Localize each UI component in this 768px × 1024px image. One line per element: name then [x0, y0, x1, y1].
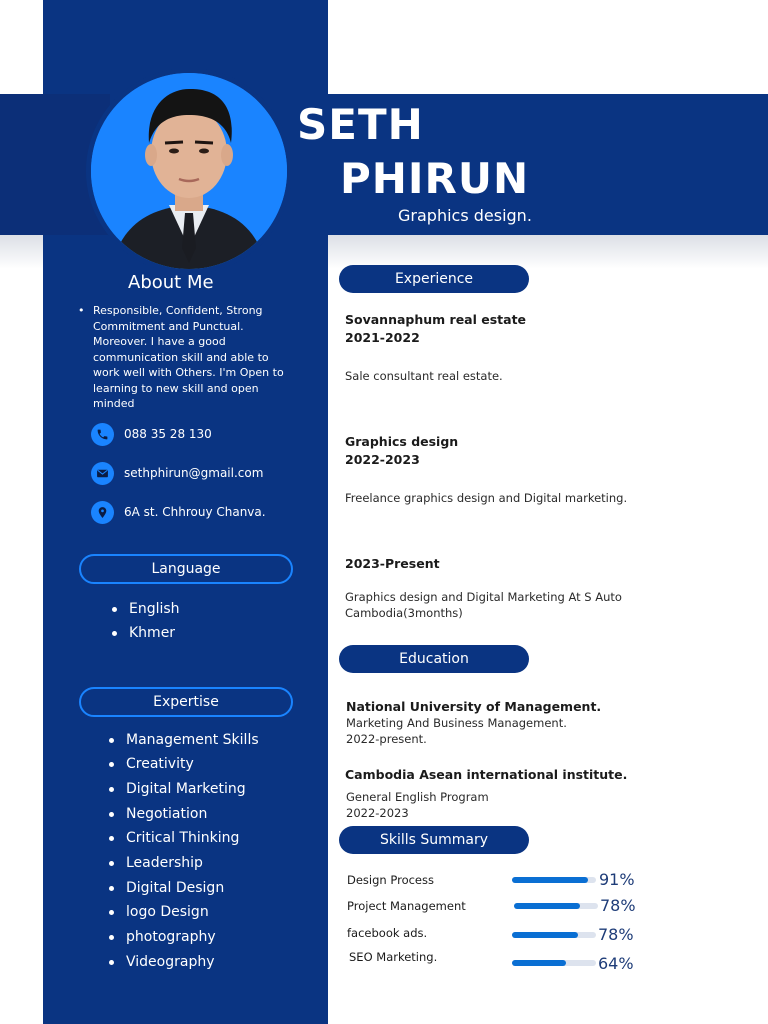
- expertise-name: Digital Marketing: [126, 781, 246, 797]
- skills-heading: Skills Summary: [339, 826, 529, 854]
- mail-icon: [91, 462, 114, 485]
- bullet: [109, 787, 114, 792]
- expertise-name: Management Skills: [126, 732, 259, 748]
- list-item: [109, 756, 194, 772]
- experience-period: 2022-2023: [345, 452, 420, 467]
- list-item: [109, 880, 224, 896]
- language-name: Khmer: [129, 625, 176, 641]
- experience-period: 2021-2022: [345, 330, 420, 345]
- skill-percent: 64%: [598, 954, 634, 973]
- about-text: [78, 303, 293, 412]
- expertise-name: photography: [126, 929, 216, 945]
- education-program: Marketing And Business Management.: [346, 716, 567, 730]
- bullet: [109, 935, 114, 940]
- job-title: Graphics design.: [398, 206, 532, 225]
- expertise-name: Digital Design: [126, 880, 225, 896]
- contact-phone: [91, 422, 212, 446]
- expertise-name: Creativity: [126, 756, 194, 772]
- bullet: [109, 836, 114, 841]
- experience-heading: Experience: [339, 265, 529, 293]
- person-portrait-icon: [91, 73, 287, 269]
- education-period: 2022-present.: [346, 732, 427, 746]
- language-name: English: [129, 601, 180, 617]
- expertise-name: Critical Thinking: [126, 830, 240, 846]
- experience-description: Graphics design and Digital Marketing At S Auto Cambodia(3months): [345, 590, 622, 620]
- skill-bar-track: [512, 877, 596, 883]
- skill-name: Design Process: [347, 873, 434, 887]
- skill-percent: 78%: [598, 925, 634, 944]
- education-school: Cambodia Asean international institute.: [345, 767, 628, 782]
- expertise-heading: Expertise: [79, 687, 293, 717]
- bullet: [109, 738, 114, 743]
- skill-percent: 78%: [600, 896, 636, 915]
- bullet: [109, 861, 114, 866]
- email-text: sethphirun@gmail.com: [124, 466, 264, 480]
- language-heading: Language: [79, 554, 293, 584]
- expertise-name: Videography: [126, 954, 215, 970]
- list-item: [109, 904, 209, 920]
- list-item: [109, 732, 259, 748]
- list-item: [109, 954, 215, 970]
- list-item: [109, 929, 216, 945]
- bullet: [109, 960, 114, 965]
- list-item: [109, 806, 207, 822]
- list-item: [109, 781, 246, 797]
- education-period: 2022-2023: [346, 806, 409, 820]
- skill-bar-fill: [512, 932, 578, 938]
- education-heading: Education: [339, 645, 529, 673]
- education-program: General English Program: [346, 790, 489, 804]
- expertise-name: logo Design: [126, 904, 209, 920]
- skill-bar-fill: [512, 877, 588, 883]
- skill-bar-track: [512, 932, 596, 938]
- location-pin-icon: [91, 501, 114, 524]
- list-item: [109, 830, 239, 846]
- bullet: •: [78, 304, 85, 317]
- phone-icon: [91, 423, 114, 446]
- bullet: [109, 910, 114, 915]
- skill-bar-fill: [514, 903, 580, 909]
- list-item: [112, 601, 180, 617]
- bullet: [109, 762, 114, 767]
- skill-bar-fill: [512, 960, 566, 966]
- name-last: PHIRUN: [340, 154, 530, 203]
- contact-email: [91, 461, 263, 485]
- profile-photo: [91, 73, 287, 269]
- bullet: [112, 607, 117, 612]
- list-item: [109, 855, 203, 871]
- about-paragraph: Responsible, Confident, Strong Commitment and Punctual. Moreover. I have a good communication skill and able to work well with Others. I'm Open to learning to new skill and open minded: [93, 304, 284, 410]
- phone-text: 088 35 28 130: [124, 427, 212, 441]
- address-text: 6A st. Chhrouy Chanva.: [124, 505, 266, 519]
- experience-description: Freelance graphics design and Digital marketing.: [345, 491, 628, 505]
- expertise-name: Negotiation: [126, 806, 208, 822]
- skill-name: facebook ads.: [347, 926, 428, 940]
- skill-bar-track: [512, 960, 596, 966]
- skill-percent: 91%: [599, 870, 635, 889]
- name-first: SETH: [297, 100, 424, 149]
- experience-title: Graphics design: [345, 434, 459, 449]
- about-heading: About Me: [128, 272, 214, 293]
- bullet: [109, 886, 114, 891]
- skill-name: SEO Marketing.: [349, 950, 438, 964]
- experience-description: Sale consultant real estate.: [345, 369, 503, 383]
- skill-name: Project Management: [347, 899, 466, 913]
- list-item: [112, 625, 175, 641]
- contact-address: [91, 500, 266, 524]
- expertise-name: Leadership: [126, 855, 203, 871]
- bullet: [109, 812, 114, 817]
- education-school: National University of Management.: [346, 699, 602, 714]
- experience-period: 2023-Present: [345, 556, 440, 571]
- bullet: [112, 631, 117, 636]
- skill-bar-track: [514, 903, 598, 909]
- experience-title: Sovannaphum real estate: [345, 312, 527, 327]
